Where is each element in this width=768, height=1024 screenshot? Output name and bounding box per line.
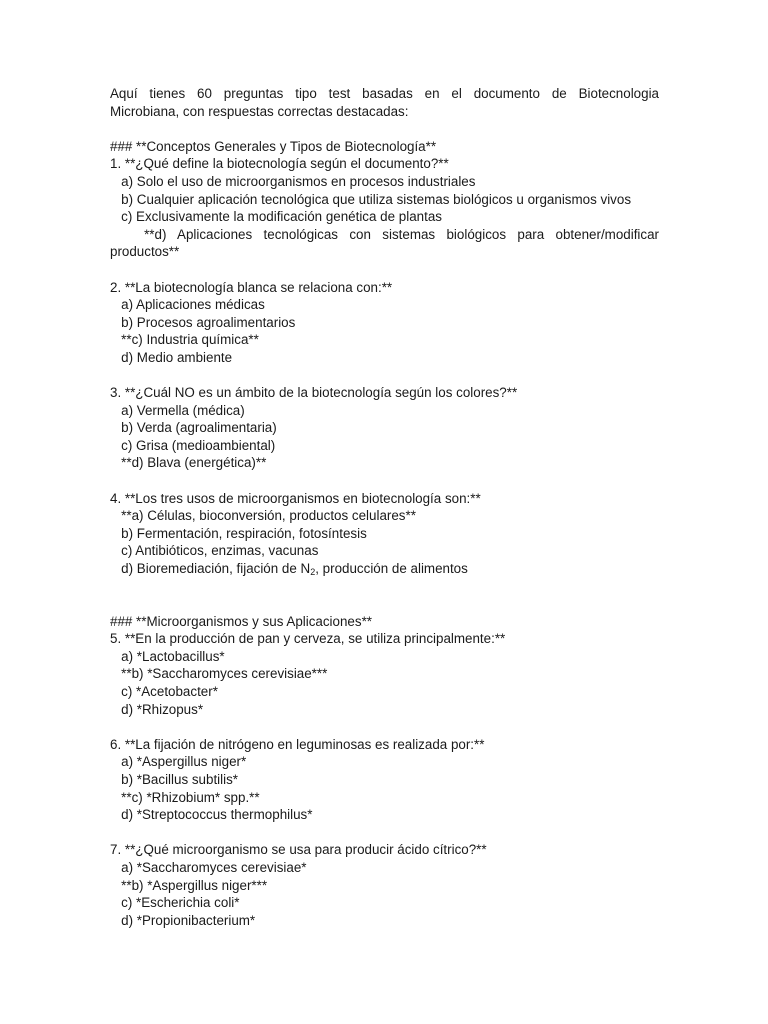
question-3-option-c: c) Grisa (medioambiental) [110, 437, 276, 453]
question-5: 5. **En la producción de pan y cerveza, se utiliza principalmente:** [110, 631, 506, 647]
question-4-option-d-prefix: d) Bioremediación, fijación de N [110, 561, 311, 577]
question-5-option-a: a) *Lactobacillus* [110, 648, 225, 664]
question-7: 7. **¿Qué microorganismo se usa para producir ácido cítrico?** [110, 842, 487, 858]
question-7-option-a: a) *Saccharomyces cerevisiae* [110, 859, 307, 875]
section-heading-2: ### **Microorganismos y sus Aplicaciones** [110, 613, 372, 629]
question-5-option-d: d) *Rhizopus* [110, 701, 204, 717]
question-2-option-b: b) Procesos agroalimentarios [110, 314, 296, 330]
question-1-option-d-line-1: **d) Aplicaciones tecnológicas con sistemas biológicos para obtener/modificar [110, 226, 659, 242]
question-1-option-a: a) Solo el uso de microorganismos en procesos industriales [110, 173, 476, 189]
question-4-option-b: b) Fermentación, respiración, fotosíntesis [110, 525, 367, 541]
question-7-option-c: c) *Escherichia coli* [110, 895, 240, 911]
intro-line-2: Microbiana, con respuestas correctas destacadas: [110, 103, 409, 119]
question-6-option-d: d) *Streptococcus thermophilus* [110, 807, 313, 823]
question-4-option-a: **a) Células, bioconversión, productos celulares** [110, 508, 416, 524]
question-1: 1. **¿Qué define la biotecnología según el documento?** [110, 156, 449, 172]
question-5-option-b: **b) *Saccharomyces cerevisiae*** [110, 666, 328, 682]
question-4-option-d [110, 560, 659, 578]
question-7-option-b: **b) *Aspergillus niger*** [110, 877, 268, 893]
question-3-option-b: b) Verda (agroalimentaria) [110, 420, 277, 436]
question-6-option-c: **c) *Rhizobium* spp.** [110, 789, 260, 805]
question-6: 6. **La fijación de nitrógeno en leguminosas es realizada por:** [110, 736, 485, 752]
question-1-option-b: b) Cualquier aplicación tecnológica que utiliza sistemas biológicos u organismos vivos [110, 191, 632, 207]
question-1-option-d-line-2: productos** [110, 244, 180, 260]
question-2-option-a: a) Aplicaciones médicas [110, 297, 265, 313]
question-1-option-c: c) Exclusivamente la modificación genética de plantas [110, 209, 442, 225]
question-4-option-d-suffix: , producción de alimentos [315, 561, 468, 577]
intro-line-1: Aquí tienes 60 preguntas tipo test basadas en el documento de Biotecnologia [110, 86, 659, 101]
question-6-option-b: b) *Bacillus subtilis* [110, 771, 239, 787]
document-page [110, 85, 659, 929]
question-4: 4. **Los tres usos de microorganismos en biotecnología son:** [110, 490, 481, 506]
question-2-option-d: d) Medio ambiente [110, 349, 233, 365]
question-2-option-c: **c) Industria química** [110, 332, 259, 348]
question-3-option-d: **d) Blava (energética)** [110, 455, 267, 471]
question-4-option-d-subscript: 2 [310, 567, 316, 578]
question-4-option-c: c) Antibióticos, enzimas, vacunas [110, 543, 319, 559]
question-3: 3. **¿Cuál NO es un ámbito de la biotecnología según los colores?** [110, 385, 518, 401]
question-2: 2. **La biotecnología blanca se relaciona con:** [110, 279, 393, 295]
question-6-option-a: a) *Aspergillus niger* [110, 754, 247, 770]
section-heading-1: ### **Conceptos Generales y Tipos de Biotecnología** [110, 138, 437, 154]
question-5-option-c: c) *Acetobacter* [110, 684, 218, 699]
question-7-option-d: d) *Propionibacterium* [110, 912, 256, 928]
question-3-option-a: a) Vermella (médica) [110, 402, 245, 418]
